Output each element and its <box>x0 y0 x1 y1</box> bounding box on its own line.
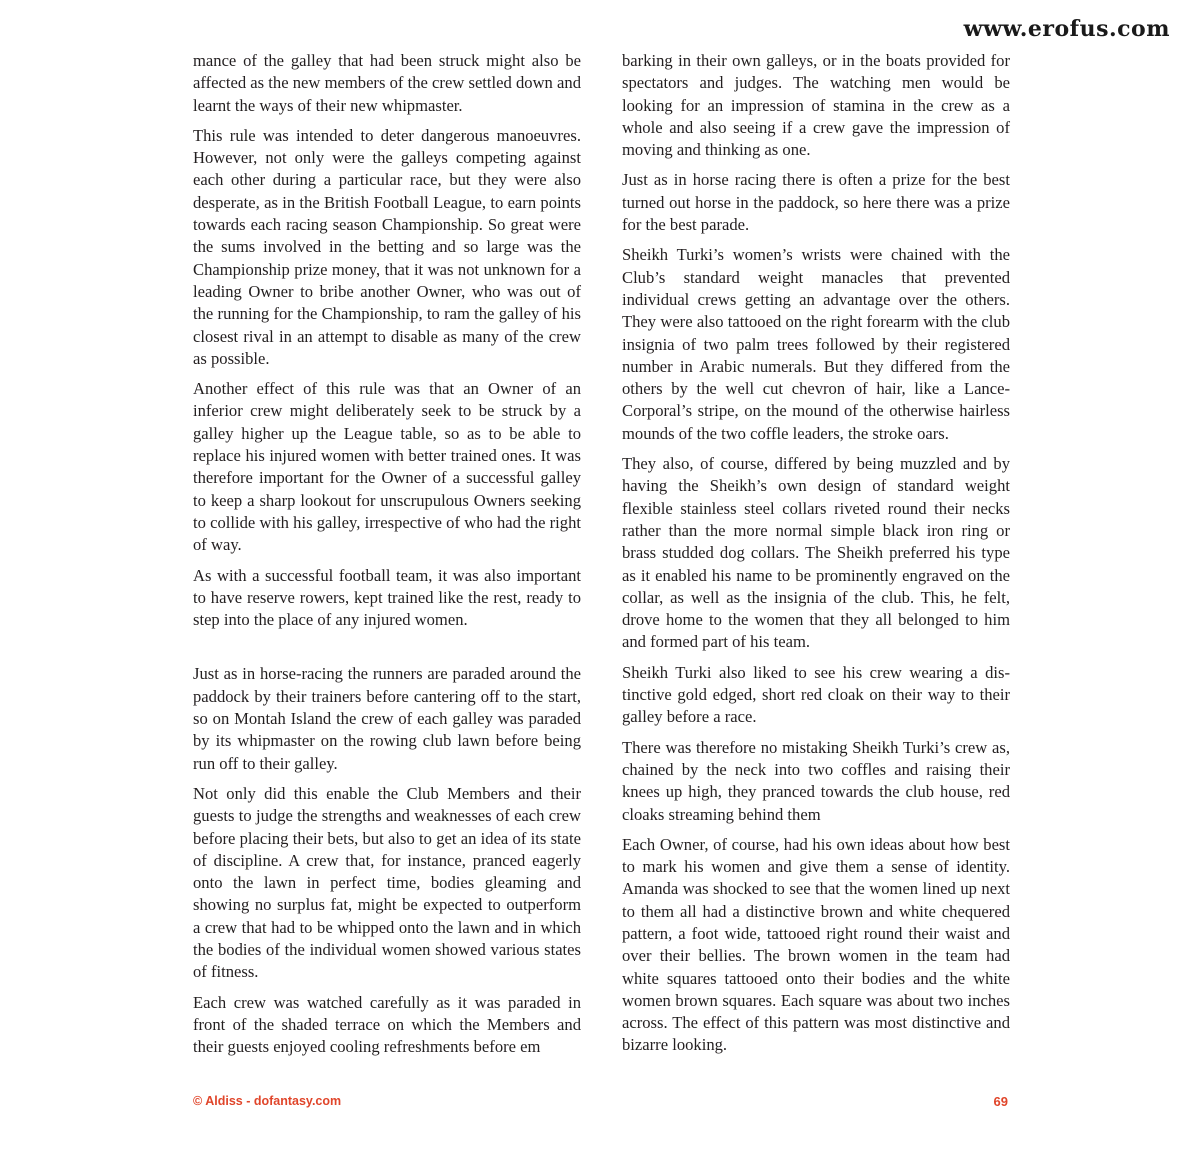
paragraph: Each crew was watched carefully as it was paraded in front of the shaded terrace on which the Members and their guests enjoyed cooling refreshments before em <box>193 992 581 1057</box>
paragraph: mance of the galley that had been struck might also be affected as the new members of the crew settled down and learnt the ways of their new whipmaster. <box>193 51 581 115</box>
paragraph: As with a successful football team, it was also important to have reserve rowers, kept trained like the rest, ready to step into the place of any injured women. <box>193 565 581 630</box>
watermark: www.erofus.com <box>963 16 1170 42</box>
paragraph: Each Owner, of course, had his own ideas about how best to mark his women and give them a sense of identity. Amanda was shocked to see that the women lined up next to them all had a distinctive brown and white chequered pattern, a foot wide, tattooed right round their waist and over their bellies. The brown women in the team had white squares tattooed onto their bodies and the white women brown squares. Each square was about two inches across. The effect of this pattern was most distinctive and bizarre looking. <box>622 834 1010 1055</box>
paragraph: Sheikh Turki also liked to see his crew wearing a distinctive gold edged, short red cloak on their way to their galley before a race. <box>622 662 1010 727</box>
left-column <box>193 50 581 1066</box>
paragraph: barking in their own galleys, or in the boats provided for spectators and judges. The watching men would be looking for an impression of stamina in the crew as a whole and also seeing if a crew gave the impression of moving and thinking as one. <box>622 51 1010 160</box>
paragraph: Just as in horse-racing the runners are paraded around the paddock by their trainers before cantering off to the start, so on Montah Island the crew of each galley was paraded by its whipmaster on the rowing club lawn before being run off to their galley. <box>193 664 581 773</box>
paragraph: They also, of course, differed by being muzzled and by having the Sheikh’s own design of standard weight flexible stainless steel collars riveted round their necks rather than the more normal simple black iron ring or brass studded dog collars. The Sheikh preferred his type as it enabled his name to be prominently engraved on the collar, as well as the insignia of the club. This, he felt, drove home to the women that they all belonged to him and formed part of his team. <box>622 454 1010 652</box>
paragraph: This rule was intended to deter dangerous manoeuvres. However, not only were the galleys competing against each other during a particular race, but they were also desperate, as in the British Football League, to earn points towards each racing season Championship. So great were the sums involved in the betting and so large was the Championship prize money, that it was not unknown for a leading Owner to bribe another Owner, who was out of the running for the Championship, to ram the galley of his closest rival in an attempt to disable as many of the crew as possible. <box>193 125 581 368</box>
paragraph: Just as in horse racing there is often a prize for the best turned out horse in the paddock, so here there was a prize for the best parade. <box>622 170 1010 235</box>
paragraph: Another effect of this rule was that an Owner of an inferior crew might deliberately seek to be struck by a galley higher up the League table, so as to be able to replace his injured women with better trained ones. It was therefore important for the Owner of a successful galley to keep a sharp lookout for unscrupulous Owners seeking to collide with his galley, irrespective of who had the right of way. <box>193 379 581 555</box>
paragraph: Not only did this enable the Club Members and their guests to judge the strengths and weaknesses of each crew before placing their bets, but also to get an idea of its state of discipline. A crew that, for instance, pranced eagerly onto the lawn in perfect time, bodies gleaming and showing no surplus fat, might be expected to outperform a crew that had to be whipped onto the lawn and in which the bodies of the individual women showed various states of fitness. <box>193 783 581 982</box>
paragraph: Sheikh Turki’s women’s wrists were chained with the Club’s standard weight manacles that prevented individual crews getting an advantage over the others. They were also tattooed on the right forearm with the club insignia of two palm trees followed by their registered number in Arabic numerals. But they differed from the others by the well cut chevron of hair, like a Lance-Corporal’s stripe, on the mound of the otherwise hairless mounds of the two coffle leaders, the stroke oars. <box>622 245 1010 443</box>
right-column <box>622 50 1010 1065</box>
footer-credit: © Aldiss - dofantasy.com <box>193 1094 342 1108</box>
paragraph: There was therefore no mistaking Sheikh Turki’s crew as, chained by the neck into two coffles and raising their knees up high, they pranced towards the club house, red cloaks streaming behind them <box>622 737 1010 824</box>
page-number: 69 <box>993 1094 1008 1109</box>
